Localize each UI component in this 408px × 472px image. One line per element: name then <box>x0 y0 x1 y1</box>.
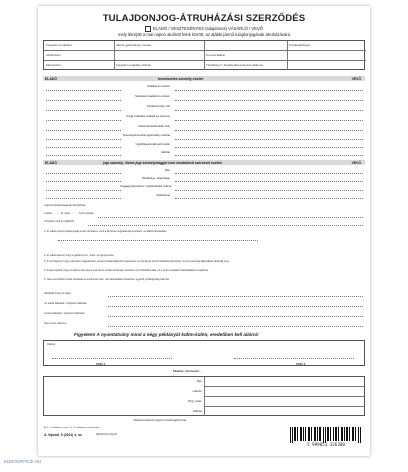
vehicle-fields <box>43 40 365 70</box>
registry-address: Lakcím <box>192 389 202 393</box>
sign-notice: Figyelem! A nyomtatvány mind a négy példányát külön-külön, eredetiben kell aláírni! <box>74 332 259 337</box>
barcode-digits: 5 999051 326380 <box>307 442 345 447</box>
form-subtitle: mely létrejött a mai napon alulírott felek között, az alábbi jármű tulajdonjogának átruházására <box>117 32 291 37</box>
row-client-id: Ügyfélkapcsolati azonosító <box>135 142 170 146</box>
checkbox-line: ELADÓ / VESZTESÉNYES (tulajdonos) VÁSÁRLÓ / VEVŐ <box>38 26 370 32</box>
registry-table <box>43 376 365 416</box>
row-birth-name: Születési családi és utónév <box>135 94 170 98</box>
sign-witness: Tanú neve, lakcíme <box>44 322 67 325</box>
row-org-name: Név <box>164 168 170 172</box>
sign-place: Vásárlás helye és ideje <box>44 292 71 295</box>
witness-signature-label: Aláírás <box>47 343 56 346</box>
witness-box <box>43 340 365 366</box>
section2-buyer: VEVŐ <box>351 160 361 165</box>
clause-1: 1. Az eladó a jármű tulajdonjogát vevőre átruházza, vevő a járművet megvásárolja és átveszi, az alábbi feltételekkel. <box>44 230 167 233</box>
row-birth-place: Születési hely, idő <box>146 104 170 108</box>
vehicle-transfer-text: A jármű tulajdonjogának átruházása: <box>44 204 86 207</box>
product-code: A. Nyomt. 5 (2021) s. sz. <box>44 433 83 437</box>
section1-header <box>43 76 365 81</box>
row-org-seat: Székhelye, telephelye <box>141 176 170 180</box>
field-date-label: Törzskönyv / forgalomba helyezés dátuma: <box>206 63 264 67</box>
section2-header <box>43 160 365 165</box>
row-mother-name: Anyja születési családi és utóneve <box>125 114 170 118</box>
registry-name: Név <box>196 379 202 383</box>
sign-seller: Az eladó aláírása / cégszerű aláírása <box>44 302 87 305</box>
payment-line: A fizetési mód és határidő: <box>44 220 75 223</box>
bottom-notice: Vásárlókra kötelező gépjármű-felelősségbiztosítás <box>133 419 187 422</box>
section1-seller: ELADÓ <box>45 76 57 81</box>
section1-title: természetes személy esetén <box>158 76 204 81</box>
publisher: Pátria Nyomda Zrt. <box>96 433 118 436</box>
sign-buyer: A vevő aláírása / cégszerű aláírása <box>44 312 85 315</box>
site-url[interactable]: EUROOFFICE.HU <box>4 459 42 464</box>
witness-2: TANÚ 2. <box>296 363 306 366</box>
clause-2: 2. Az eladó kijelenti, hogy a gépjármű per-, teher- és igénymentes. <box>44 254 115 257</box>
price-line: a felek ……… Ft, azaz ……… forint vételár <box>44 212 94 215</box>
field-plate-label: Forgalmi rendszám: <box>46 43 73 47</box>
registry-signature: Aláírás <box>193 409 202 413</box>
form-title: TULAJDONJOG-ÁTRUHÁZÁSI SZERZŐDÉS <box>102 13 306 24</box>
field-chassis-label: Alvázszám: <box>46 53 62 57</box>
clause-5: 5. Jelen szerződést a felek elolvasás és értelmezés után, mint akaratukkal mindenben egyezőt, jóváhagyólag írták alá. <box>44 278 170 281</box>
section1-buyer: VEVŐ <box>351 76 361 81</box>
registry-id: Szig. szám <box>187 399 202 403</box>
field-make-label: Jármű gyártmánya, típusa: <box>116 43 152 47</box>
row-address: Lakcím/tartózkodási hely <box>138 124 170 128</box>
contract-form <box>38 6 370 456</box>
clause-3: 3. A vevő kijelenti, hogy a járművet megtekintette, annak műszaki állapotát megismerte, az okmányok szerinti adatokat ellenőrizte, és azt a jelenlegi állapotában vásárolja meg. <box>44 260 230 263</box>
section2-title: jogi személy, illetve jogi személyiséggel nem rendelkező szervezet esetén <box>103 160 222 165</box>
field-registration-label: Forgalmi engedély száma: <box>116 63 152 67</box>
clause-4: 4. A felek rögzítik, hogy az eladó a mai napon a járművet, annak okmányait, kulcsait a vevő birtokába adta, és a vevő a vételárat maradéktalanul megfizette. <box>44 269 209 272</box>
registered-title: Elküldve, mint kezdő: … <box>173 370 203 373</box>
field-volume-label: Fő lökettérfogat: <box>289 43 311 47</box>
witness-1: TANÚ 1. <box>96 363 106 366</box>
row-id-number: Személyazonosító igazolvány száma <box>122 133 170 137</box>
row-org-regno: Cégjegyzékszáma, nyilvántartási száma <box>120 184 172 188</box>
field-engine-label: Motorszám: <box>46 63 62 67</box>
barcode-icon <box>290 427 362 443</box>
section2-seller: ELADÓ <box>45 160 57 165</box>
row-signature: Aláírás <box>161 150 170 154</box>
barcode <box>290 427 362 449</box>
row-org-tax: Adószáma <box>156 193 170 197</box>
row-name: Családi és utónév <box>147 84 170 88</box>
field-km-label: Km-óra állása: <box>206 53 226 57</box>
footnote: Az 1.–4. példányt a vevő, a 5.–8. példányt az eladó kapja. <box>44 427 101 429</box>
